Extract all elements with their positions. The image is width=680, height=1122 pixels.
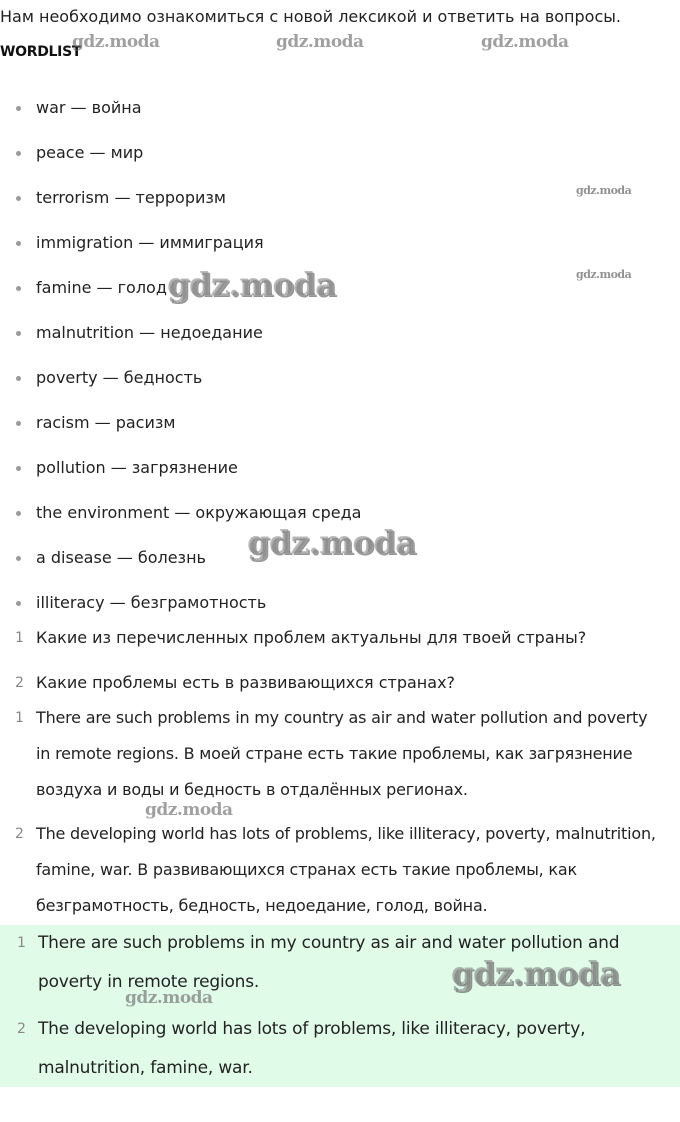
question-text: Какие проблемы есть в развивающихся странах? <box>36 673 456 692</box>
list-item: poverty — бедность <box>0 366 680 390</box>
list-item: illiteracy — безграмотность <box>0 591 680 615</box>
list-item: malnutrition — недоедание <box>0 321 680 345</box>
watermark: gdz.moda <box>576 184 632 197</box>
list-item: peace — мир <box>0 141 680 165</box>
intro-text: Нам необходимо ознакомиться с новой лексикой и ответить на вопросы. <box>0 7 621 26</box>
answer-number: 2 <box>15 826 24 842</box>
bullet-icon <box>16 241 21 246</box>
answer-number: 1 <box>15 710 24 726</box>
question-number: 1 <box>15 630 24 646</box>
question-text: Какие из перечисленных проблем актуальны для твоей страны? <box>36 628 587 647</box>
bullet-icon <box>16 331 21 336</box>
watermark: gdz.moda <box>145 800 233 820</box>
watermark: gdz.moda <box>452 955 621 993</box>
watermark: gdz.moda <box>72 32 160 52</box>
answer-text: There are such problems in my country as air and water pollution and poverty in remote regions. В моей стране есть такие проблемы, как загрязнение воздуха и воды и бедность в отдалённых регионах. <box>36 708 648 799</box>
list-item: famine — голод <box>0 276 680 300</box>
watermark: gdz.moda <box>481 32 569 52</box>
watermark: gdz.moda <box>576 268 632 281</box>
answer-number: 1 <box>17 935 26 951</box>
bullet-icon <box>16 511 21 516</box>
bullet-icon <box>16 376 21 381</box>
list-item: war — война <box>0 96 680 120</box>
bullet-icon <box>16 196 21 201</box>
list-item: terrorism — терроризм <box>0 186 680 210</box>
list-item: racism — расизм <box>0 411 680 435</box>
answer-number: 2 <box>17 1021 26 1037</box>
answer-text: There are such problems in my country as air and water pollution and poverty in remote regions. <box>38 933 620 992</box>
watermark: gdz.moda <box>276 32 364 52</box>
bullet-icon <box>16 106 21 111</box>
list-item: the environment — окружающая среда <box>0 501 680 525</box>
list-item: immigration — иммиграция <box>0 231 680 255</box>
bullet-icon <box>16 151 21 156</box>
wordlist-heading: WORDLIST <box>0 44 82 60</box>
question-number: 2 <box>15 675 24 691</box>
list-item: a disease — болезнь <box>0 546 680 570</box>
list-item: pollution — загрязнение <box>0 456 680 480</box>
answer-text: The developing world has lots of problems, like illiteracy, poverty, malnutrition, famine, war. <box>38 1019 586 1078</box>
bullet-icon <box>16 601 21 606</box>
bullet-icon <box>16 286 21 291</box>
answer-text: The developing world has lots of problems, like illiteracy, poverty, malnutrition, famine, war. В развивающихся странах есть такие проблемы, как безграмотность, бедность, недоедание, голод, война. <box>36 824 656 915</box>
bullet-icon <box>16 556 21 561</box>
watermark: gdz.moda <box>248 524 417 562</box>
bullet-icon <box>16 466 21 471</box>
bullet-icon <box>16 421 21 426</box>
watermark: gdz.moda <box>125 988 213 1008</box>
watermark: gdz.moda <box>168 266 337 304</box>
